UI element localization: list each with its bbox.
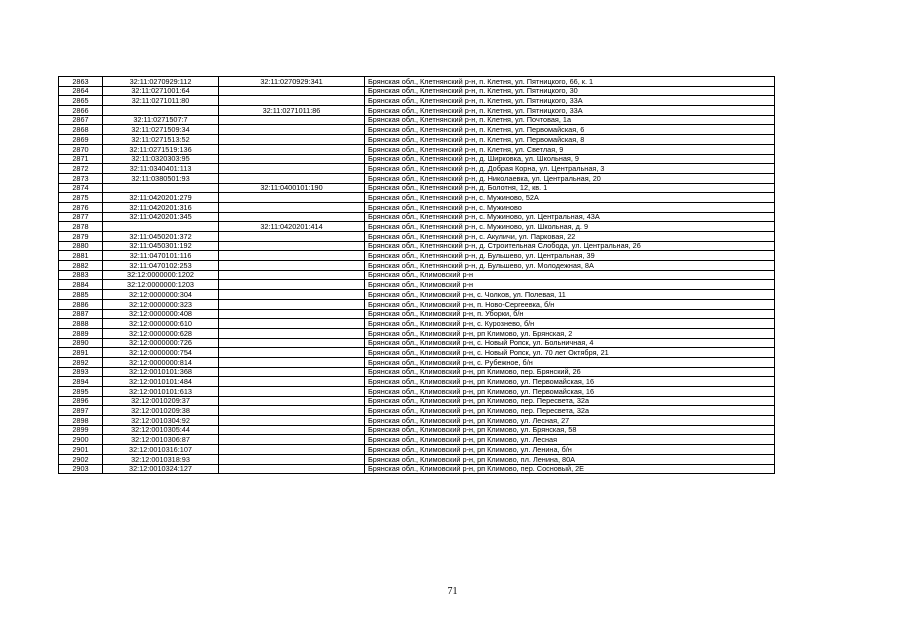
row-number-cell: 2864	[59, 86, 103, 96]
table-row	[59, 338, 775, 348]
address-cell: Брянская обл., Климовский р-н, с. Чолков, ул. Полевая, 11	[365, 290, 775, 300]
row-number-cell: 2866	[59, 106, 103, 116]
address-cell: Брянская обл., Климовский р-н, п. Ново-Сергеевка, б/н	[365, 299, 775, 309]
parent-cadastral-cell: 32:11:0420201:414	[219, 222, 365, 232]
parent-cadastral-cell	[219, 309, 365, 319]
address-cell: Брянская обл., Клетнянский р-н, с. Мужиново, ул. Школьная, д. 9	[365, 222, 775, 232]
row-number-cell: 2874	[59, 183, 103, 193]
cadastral-number-cell: 32:11:0271507:7	[103, 115, 219, 125]
table-row	[59, 396, 775, 406]
cadastral-number-cell: 32:12:0010209:37	[103, 396, 219, 406]
address-cell: Брянская обл., Клетнянский р-н, п. Клетня, ул. Первомайская, 8	[365, 135, 775, 145]
row-number-cell: 2868	[59, 125, 103, 135]
cadastral-number-cell: 32:12:0010304:92	[103, 416, 219, 426]
cadastral-number-cell: 32:11:0271011:80	[103, 96, 219, 106]
row-number-cell: 2900	[59, 435, 103, 445]
address-cell: Брянская обл., Климовский р-н, рп Климово, ул. Брянская, 58	[365, 425, 775, 435]
table-row	[59, 454, 775, 464]
row-number-cell: 2889	[59, 328, 103, 338]
address-cell: Брянская обл., Клетнянский р-н, д. Ширковка, ул. Школьная, 9	[365, 154, 775, 164]
row-number-cell: 2895	[59, 387, 103, 397]
address-cell: Брянская обл., Климовский р-н, рп Климово, ул. Брянская, 2	[365, 328, 775, 338]
row-number-cell: 2865	[59, 96, 103, 106]
cadastral-number-cell: 32:12:0000000:304	[103, 290, 219, 300]
row-number-cell: 2869	[59, 135, 103, 145]
table-row	[59, 96, 775, 106]
cadastral-number-cell	[103, 222, 219, 232]
parent-cadastral-cell	[219, 425, 365, 435]
row-number-cell: 2875	[59, 193, 103, 203]
row-number-cell: 2890	[59, 338, 103, 348]
parent-cadastral-cell	[219, 202, 365, 212]
row-number-cell: 2892	[59, 357, 103, 367]
parent-cadastral-cell	[219, 164, 365, 174]
table-row	[59, 280, 775, 290]
address-cell: Брянская обл., Климовский р-н, рп Климово, пер. Пересвета, 32а	[365, 406, 775, 416]
cadastral-number-cell: 32:11:0450301:192	[103, 241, 219, 251]
parent-cadastral-cell	[219, 299, 365, 309]
parent-cadastral-cell	[219, 261, 365, 271]
cadastral-number-cell: 32:12:0010209:38	[103, 406, 219, 416]
cadastral-number-cell: 32:11:0420201:316	[103, 202, 219, 212]
address-cell: Брянская обл., Климовский р-н, п. Уборки, б/н	[365, 309, 775, 319]
row-number-cell: 2898	[59, 416, 103, 426]
row-number-cell: 2883	[59, 270, 103, 280]
table-row	[59, 309, 775, 319]
table-row	[59, 416, 775, 426]
cadastral-number-cell: 32:11:0470102:253	[103, 261, 219, 271]
parent-cadastral-cell	[219, 251, 365, 261]
address-cell: Брянская обл., Климовский р-н	[365, 270, 775, 280]
table-row	[59, 251, 775, 261]
row-number-cell: 2879	[59, 232, 103, 242]
row-number-cell: 2896	[59, 396, 103, 406]
parent-cadastral-cell	[219, 435, 365, 445]
cadastral-number-cell: 32:12:0010318:93	[103, 454, 219, 464]
cadastral-number-cell: 32:12:0000000:814	[103, 357, 219, 367]
row-number-cell: 2873	[59, 173, 103, 183]
table-row	[59, 406, 775, 416]
address-cell: Брянская обл., Клетнянский р-н, д. Болотня, 12, кв. 1	[365, 183, 775, 193]
parent-cadastral-cell	[219, 115, 365, 125]
address-cell: Брянская обл., Климовский р-н, с. Новый Ропск, ул. 70 лет Октября, 21	[365, 348, 775, 358]
address-cell: Брянская обл., Клетнянский р-н, д. Добрая Корна, ул. Центральная, 3	[365, 164, 775, 174]
address-cell: Брянская обл., Клетнянский р-н, п. Клетня, ул. Пятницкого, 33А	[365, 106, 775, 116]
page-number: 71	[447, 586, 458, 597]
cadastral-number-cell: 32:12:0010101:613	[103, 387, 219, 397]
cadastral-number-cell: 32:11:0320303:95	[103, 154, 219, 164]
cadastral-number-cell: 32:12:0010101:484	[103, 377, 219, 387]
cadastral-number-cell: 32:12:0000000:408	[103, 309, 219, 319]
address-cell: Брянская обл., Клетнянский р-н, д. Бульшево, ул. Центральная, 39	[365, 251, 775, 261]
row-number-cell: 2870	[59, 144, 103, 154]
table-row	[59, 435, 775, 445]
table-row	[59, 77, 775, 87]
parent-cadastral-cell	[219, 319, 365, 329]
address-cell: Брянская обл., Клетнянский р-н, д. Николаевка, ул. Центральная, 20	[365, 173, 775, 183]
parent-cadastral-cell	[219, 135, 365, 145]
cadastral-number-cell: 32:12:0000000:323	[103, 299, 219, 309]
parent-cadastral-cell	[219, 232, 365, 242]
parent-cadastral-cell	[219, 328, 365, 338]
cadastral-number-cell: 32:11:0450201:372	[103, 232, 219, 242]
table-row	[59, 222, 775, 232]
table-row	[59, 425, 775, 435]
address-cell: Брянская обл., Климовский р-н, с. Рубежное, б/н	[365, 357, 775, 367]
parent-cadastral-cell	[219, 280, 365, 290]
parent-cadastral-cell: 32:11:0270929:341	[219, 77, 365, 87]
parent-cadastral-cell	[219, 406, 365, 416]
row-number-cell: 2878	[59, 222, 103, 232]
table-row	[59, 464, 775, 474]
address-cell: Брянская обл., Климовский р-н, с. Новый Ропск, ул. Больничная, 4	[365, 338, 775, 348]
table-row	[59, 232, 775, 242]
cadastral-number-cell	[103, 106, 219, 116]
cadastral-number-cell	[103, 183, 219, 193]
address-cell: Брянская обл., Клетнянский р-н, п. Клетня, ул. Светлая, 9	[365, 144, 775, 154]
parent-cadastral-cell	[219, 241, 365, 251]
address-cell: Брянская обл., Клетнянский р-н, с. Мужиново	[365, 202, 775, 212]
table-row	[59, 261, 775, 271]
table-row	[59, 86, 775, 96]
address-cell: Брянская обл., Климовский р-н, рп Климово, ул. Первомайская, 16	[365, 387, 775, 397]
table-row	[59, 202, 775, 212]
row-number-cell: 2880	[59, 241, 103, 251]
address-cell: Брянская обл., Климовский р-н, рп Климово, ул. Первомайская, 16	[365, 377, 775, 387]
address-cell: Брянская обл., Климовский р-н, рп Климово, пер. Пересвета, 32а	[365, 396, 775, 406]
cadastral-number-cell: 32:11:0340401:113	[103, 164, 219, 174]
parent-cadastral-cell	[219, 270, 365, 280]
parent-cadastral-cell	[219, 290, 365, 300]
registry-table	[58, 76, 775, 474]
parent-cadastral-cell	[219, 357, 365, 367]
cadastral-number-cell: 32:12:0000000:628	[103, 328, 219, 338]
parent-cadastral-cell	[219, 367, 365, 377]
cadastral-number-cell: 32:11:0380501:93	[103, 173, 219, 183]
table-row	[59, 319, 775, 329]
parent-cadastral-cell	[219, 338, 365, 348]
table-row	[59, 106, 775, 116]
table-row	[59, 357, 775, 367]
row-number-cell: 2863	[59, 77, 103, 87]
table-row	[59, 173, 775, 183]
table-row	[59, 445, 775, 455]
row-number-cell: 2882	[59, 261, 103, 271]
row-number-cell: 2885	[59, 290, 103, 300]
address-cell: Брянская обл., Клетнянский р-н, д. Строительная Слобода, ул. Центральная, 26	[365, 241, 775, 251]
row-number-cell: 2899	[59, 425, 103, 435]
table-row	[59, 328, 775, 338]
row-number-cell: 2903	[59, 464, 103, 474]
table-row	[59, 115, 775, 125]
cadastral-number-cell: 32:11:0470101:116	[103, 251, 219, 261]
parent-cadastral-cell	[219, 212, 365, 222]
parent-cadastral-cell	[219, 193, 365, 203]
row-number-cell: 2893	[59, 367, 103, 377]
row-number-cell: 2877	[59, 212, 103, 222]
address-cell: Брянская обл., Климовский р-н, рп Климово, пер. Сосновый, 2Е	[365, 464, 775, 474]
table-row	[59, 154, 775, 164]
address-cell: Брянская обл., Клетнянский р-н, п. Клетня, ул. Пятницкого, 33А	[365, 96, 775, 106]
address-cell: Брянская обл., Клетнянский р-н, с. Мужиново, 52А	[365, 193, 775, 203]
table-row	[59, 164, 775, 174]
table-row	[59, 135, 775, 145]
address-cell: Брянская обл., Климовский р-н, рп Климово, пл. Ленина, 80А	[365, 454, 775, 464]
row-number-cell: 2894	[59, 377, 103, 387]
table-row	[59, 125, 775, 135]
address-cell: Брянская обл., Клетнянский р-н, п. Клетня, ул. Почтовая, 1а	[365, 115, 775, 125]
row-number-cell: 2888	[59, 319, 103, 329]
cadastral-number-cell: 32:11:0420201:279	[103, 193, 219, 203]
table-row	[59, 348, 775, 358]
address-cell: Брянская обл., Климовский р-н, рп Климово, ул. Лесная, 27	[365, 416, 775, 426]
parent-cadastral-cell	[219, 96, 365, 106]
row-number-cell: 2876	[59, 202, 103, 212]
table-row	[59, 367, 775, 377]
parent-cadastral-cell	[219, 445, 365, 455]
parent-cadastral-cell	[219, 454, 365, 464]
address-cell: Брянская обл., Климовский р-н, рп Климово, ул. Лесная	[365, 435, 775, 445]
table-row	[59, 212, 775, 222]
parent-cadastral-cell	[219, 154, 365, 164]
address-cell: Брянская обл., Клетнянский р-н, с. Мужиново, ул. Центральная, 43А	[365, 212, 775, 222]
table-row	[59, 241, 775, 251]
parent-cadastral-cell: 32:11:0271011:86	[219, 106, 365, 116]
table-row	[59, 299, 775, 309]
table-row	[59, 270, 775, 280]
parent-cadastral-cell	[219, 416, 365, 426]
row-number-cell: 2886	[59, 299, 103, 309]
cadastral-number-cell: 32:12:0010305:44	[103, 425, 219, 435]
cadastral-number-cell: 32:11:0271513:52	[103, 135, 219, 145]
address-cell: Брянская обл., Климовский р-н, рп Климово, пер. Брянский, 26	[365, 367, 775, 377]
address-cell: Брянская обл., Клетнянский р-н, п. Клетня, ул. Первомайская, 6	[365, 125, 775, 135]
row-number-cell: 2902	[59, 454, 103, 464]
cadastral-number-cell: 32:12:0000000:754	[103, 348, 219, 358]
cadastral-number-cell: 32:12:0010306:87	[103, 435, 219, 445]
registry-table-body	[59, 77, 775, 474]
row-number-cell: 2887	[59, 309, 103, 319]
parent-cadastral-cell	[219, 125, 365, 135]
address-cell: Брянская обл., Климовский р-н, рп Климово, ул. Ленина, б/н	[365, 445, 775, 455]
row-number-cell: 2901	[59, 445, 103, 455]
cadastral-number-cell: 32:12:0010101:368	[103, 367, 219, 377]
cadastral-number-cell: 32:12:0010316:107	[103, 445, 219, 455]
cadastral-number-cell: 32:11:0420201:345	[103, 212, 219, 222]
parent-cadastral-cell	[219, 144, 365, 154]
parent-cadastral-cell	[219, 387, 365, 397]
table-row	[59, 144, 775, 154]
row-number-cell: 2881	[59, 251, 103, 261]
address-cell: Брянская обл., Клетнянский р-н, п. Клетня, ул. Пятницкого, 30	[365, 86, 775, 96]
cadastral-number-cell: 32:11:0271001:64	[103, 86, 219, 96]
cadastral-number-cell: 32:11:0270929:112	[103, 77, 219, 87]
address-cell: Брянская обл., Клетнянский р-н, п. Клетня, ул. Пятницкого, 66, к. 1	[365, 77, 775, 87]
row-number-cell: 2891	[59, 348, 103, 358]
address-cell: Брянская обл., Климовский р-н	[365, 280, 775, 290]
row-number-cell: 2871	[59, 154, 103, 164]
cadastral-number-cell: 32:12:0000000:1203	[103, 280, 219, 290]
address-cell: Брянская обл., Климовский р-н, с. Курознево, б/н	[365, 319, 775, 329]
table-row	[59, 377, 775, 387]
parent-cadastral-cell	[219, 86, 365, 96]
cadastral-number-cell: 32:11:0271519:136	[103, 144, 219, 154]
cadastral-number-cell: 32:12:0010324:127	[103, 464, 219, 474]
parent-cadastral-cell	[219, 377, 365, 387]
parent-cadastral-cell	[219, 396, 365, 406]
table-row	[59, 193, 775, 203]
table-row	[59, 290, 775, 300]
address-cell: Брянская обл., Клетнянский р-н, с. Акуличи, ул. Парковая, 22	[365, 232, 775, 242]
cadastral-number-cell: 32:12:0000000:726	[103, 338, 219, 348]
parent-cadastral-cell	[219, 348, 365, 358]
cadastral-number-cell: 32:12:0000000:1202	[103, 270, 219, 280]
table-row	[59, 387, 775, 397]
address-cell: Брянская обл., Клетнянский р-н, д. Бульшево, ул. Молодежная, 8А	[365, 261, 775, 271]
cadastral-number-cell: 32:11:0271509:34	[103, 125, 219, 135]
row-number-cell: 2897	[59, 406, 103, 416]
parent-cadastral-cell: 32:11:0400101:190	[219, 183, 365, 193]
parent-cadastral-cell	[219, 173, 365, 183]
row-number-cell: 2884	[59, 280, 103, 290]
cadastral-number-cell: 32:12:0000000:610	[103, 319, 219, 329]
parent-cadastral-cell	[219, 464, 365, 474]
row-number-cell: 2867	[59, 115, 103, 125]
table-row	[59, 183, 775, 193]
row-number-cell: 2872	[59, 164, 103, 174]
